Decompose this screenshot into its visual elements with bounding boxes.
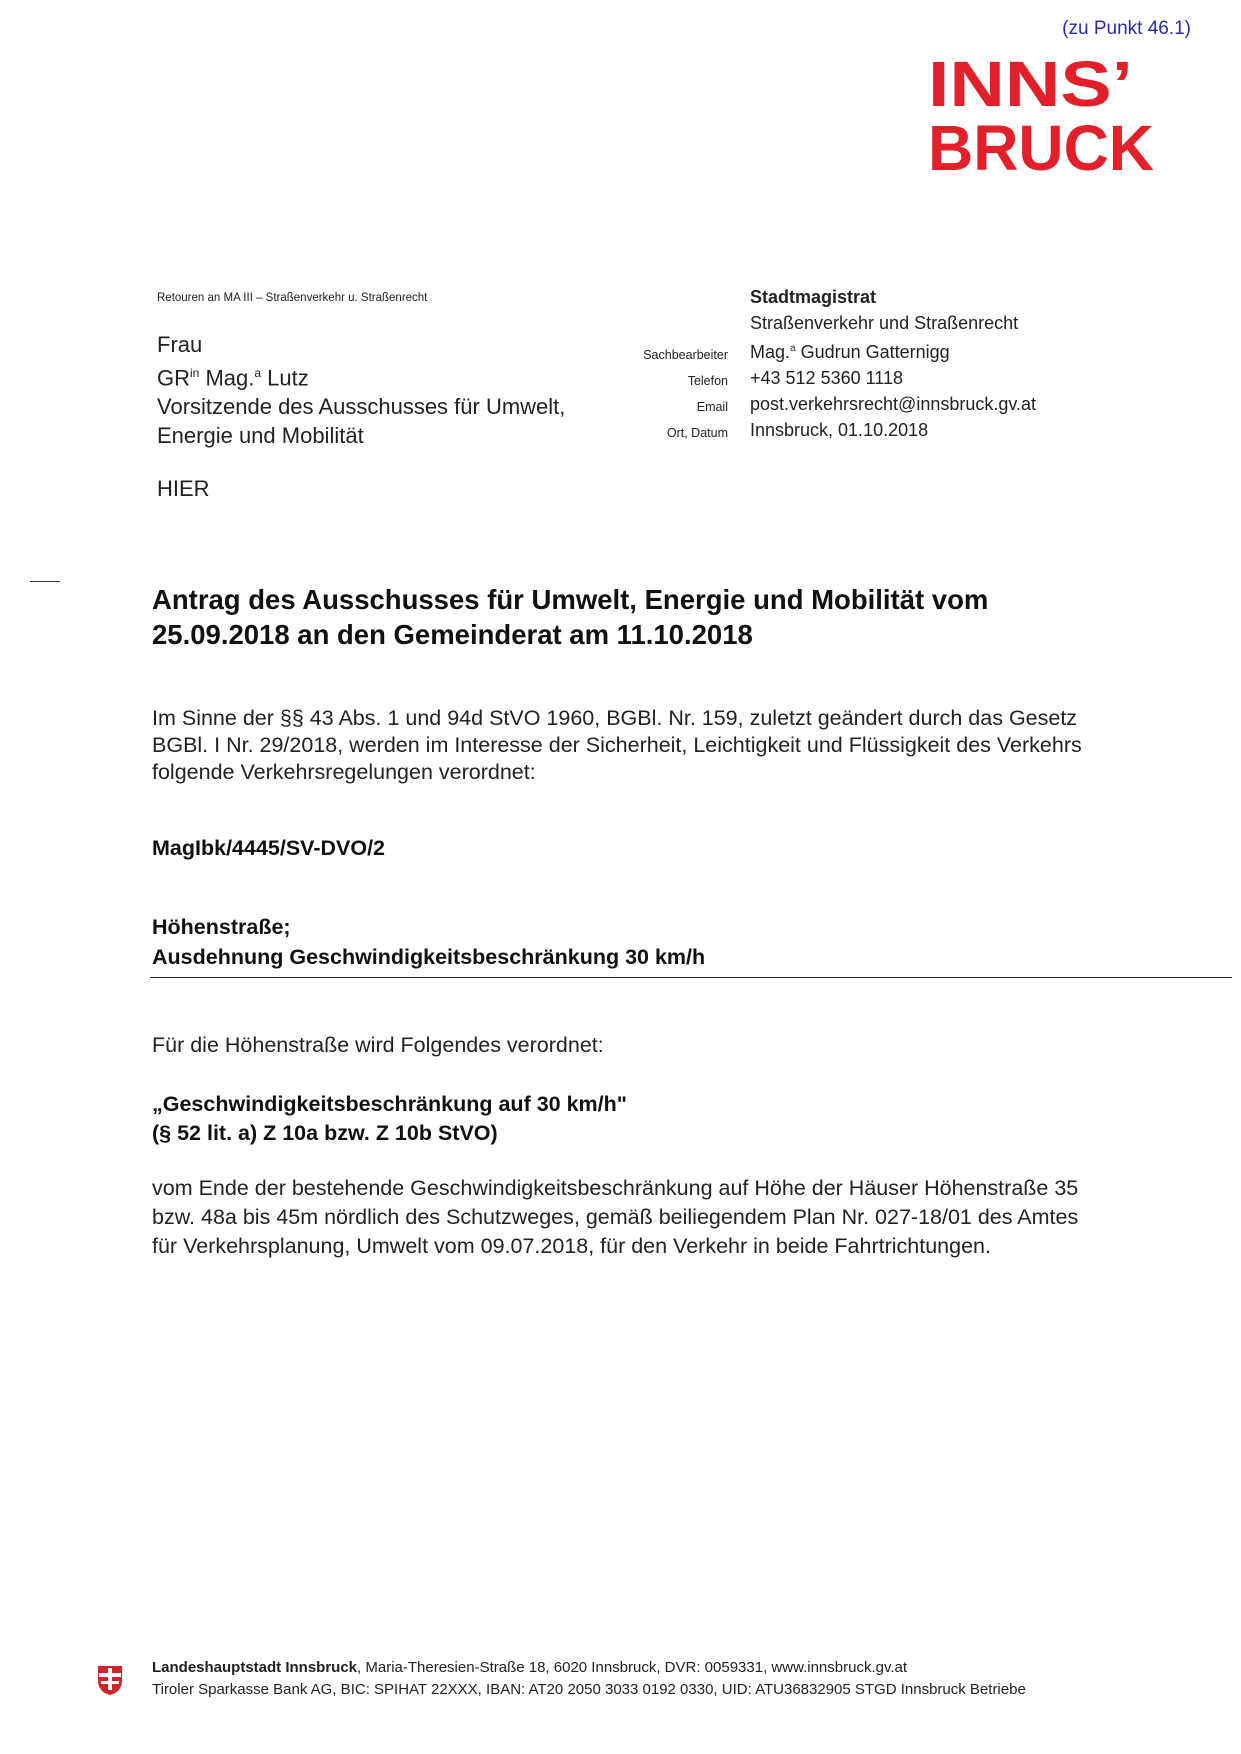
footer-address: Landeshauptstadt Innsbruck, Maria-Theresien-Straße 18, 6020 Innsbruck, DVR: 0059331, www.innsbruck.gv.at [152,1659,908,1676]
logo-line2: BRUCK [928,112,1154,176]
label-clerk: Sachbearbeiter [643,348,728,362]
sender-clerk: Mag.$^a$ Gudrun Gatternigg [750,342,950,362]
recipient-role-line1: Vorsitzende des Ausschusses für Umwelt, [157,394,566,420]
footer-bank: Tiroler Sparkasse Bank AG, BIC: SPIHAT 22XXX, IBAN: AT20 2050 3033 0192 0330, UID: ATU36832905 STGD Innsbruck Betriebe [152,1681,1026,1698]
subject-block [152,912,705,972]
reference-number: MagIbk/4445/SV-DVO/2 [152,836,386,860]
sender-block [750,284,1036,443]
subject-title: Ausdehnung Geschwindigkeitsbeschränkung 30 km/h [152,945,706,969]
footer [152,1657,1026,1701]
recipient-location: HIER [157,476,210,501]
subject-divider [150,977,1232,978]
sender-place-date: Innsbruck, 01.10.2018 [750,420,929,440]
label-email: Email [696,400,728,414]
document-heading: Antrag des Ausschusses für Umwelt, Energie und Mobilität vom 25.09.2018 an den Gemeinderat am 11.10.2018 [152,584,989,650]
logo-line1: INNS’ [928,52,1133,120]
order-intro: Für die Höhenstraße wird Folgendes verordnet: [152,1033,604,1057]
label-place-date: Ort, Datum [666,426,728,440]
sender-phone: +43 512 5360 1118 [750,368,903,388]
label-phone: Telefon [687,374,728,388]
regulation-legal-basis: (§ 52 lit. a) Z 10a bzw. Z 10b StVO) [152,1121,498,1145]
innsbruck-logo [928,52,1160,176]
sender-org: Stadtmagistrat [750,287,877,307]
fold-mark [30,581,60,582]
agenda-reference: (zu Punkt 46.1) [1062,18,1191,39]
recipient-salutation: Frau [157,332,203,357]
regulation-title: „Geschwindigkeitsbeschränkung auf 30 km/h" [152,1092,627,1116]
regulation-block [152,1090,627,1148]
sender-labels [560,342,728,446]
sender-dept: Straßenverkehr und Straßenrecht [750,313,1019,333]
return-address: Retouren an MA III – Straßenverkehr u. Straßenrecht [157,292,428,304]
recipient-name: $GR^{in}$ Mag.$^a$ Lutz [157,365,309,391]
recipient-block [157,330,565,450]
intro-paragraph: Im Sinne der §§ 43 Abs. 1 und 94d StVO 1960, BGBl. Nr. 159, zuletzt geändert durch das Gesetz BGBl. I Nr. 29/2018, werden im Interesse der Sicherheit, Leichtigkeit und Flüssigkeit des Verkehrs folgende Verkehrsregelungen verordnet: [152,706,1082,784]
subject-street: Höhenstraße; [152,915,291,939]
recipient-role-line2: Energie und Mobilität [157,423,364,449]
city-coat-of-arms-icon [96,1664,124,1696]
sender-email: post.verkehrsrecht@innsbruck.gv.at [750,394,1037,414]
description-paragraph: vom Ende der bestehende Geschwindigkeitsbeschränkung auf Höhe der Häuser Höhenstraße 35 bzw. 48a bis 45m nördlich des Schutzweges, gemäß beiliegendem Plan Nr. 027-18/01 des Amtes für Verkehrsplanung, Umwelt vom 09.07.2018, für den Verkehr in beide Fahrtrichtungen. [152,1176,1079,1258]
